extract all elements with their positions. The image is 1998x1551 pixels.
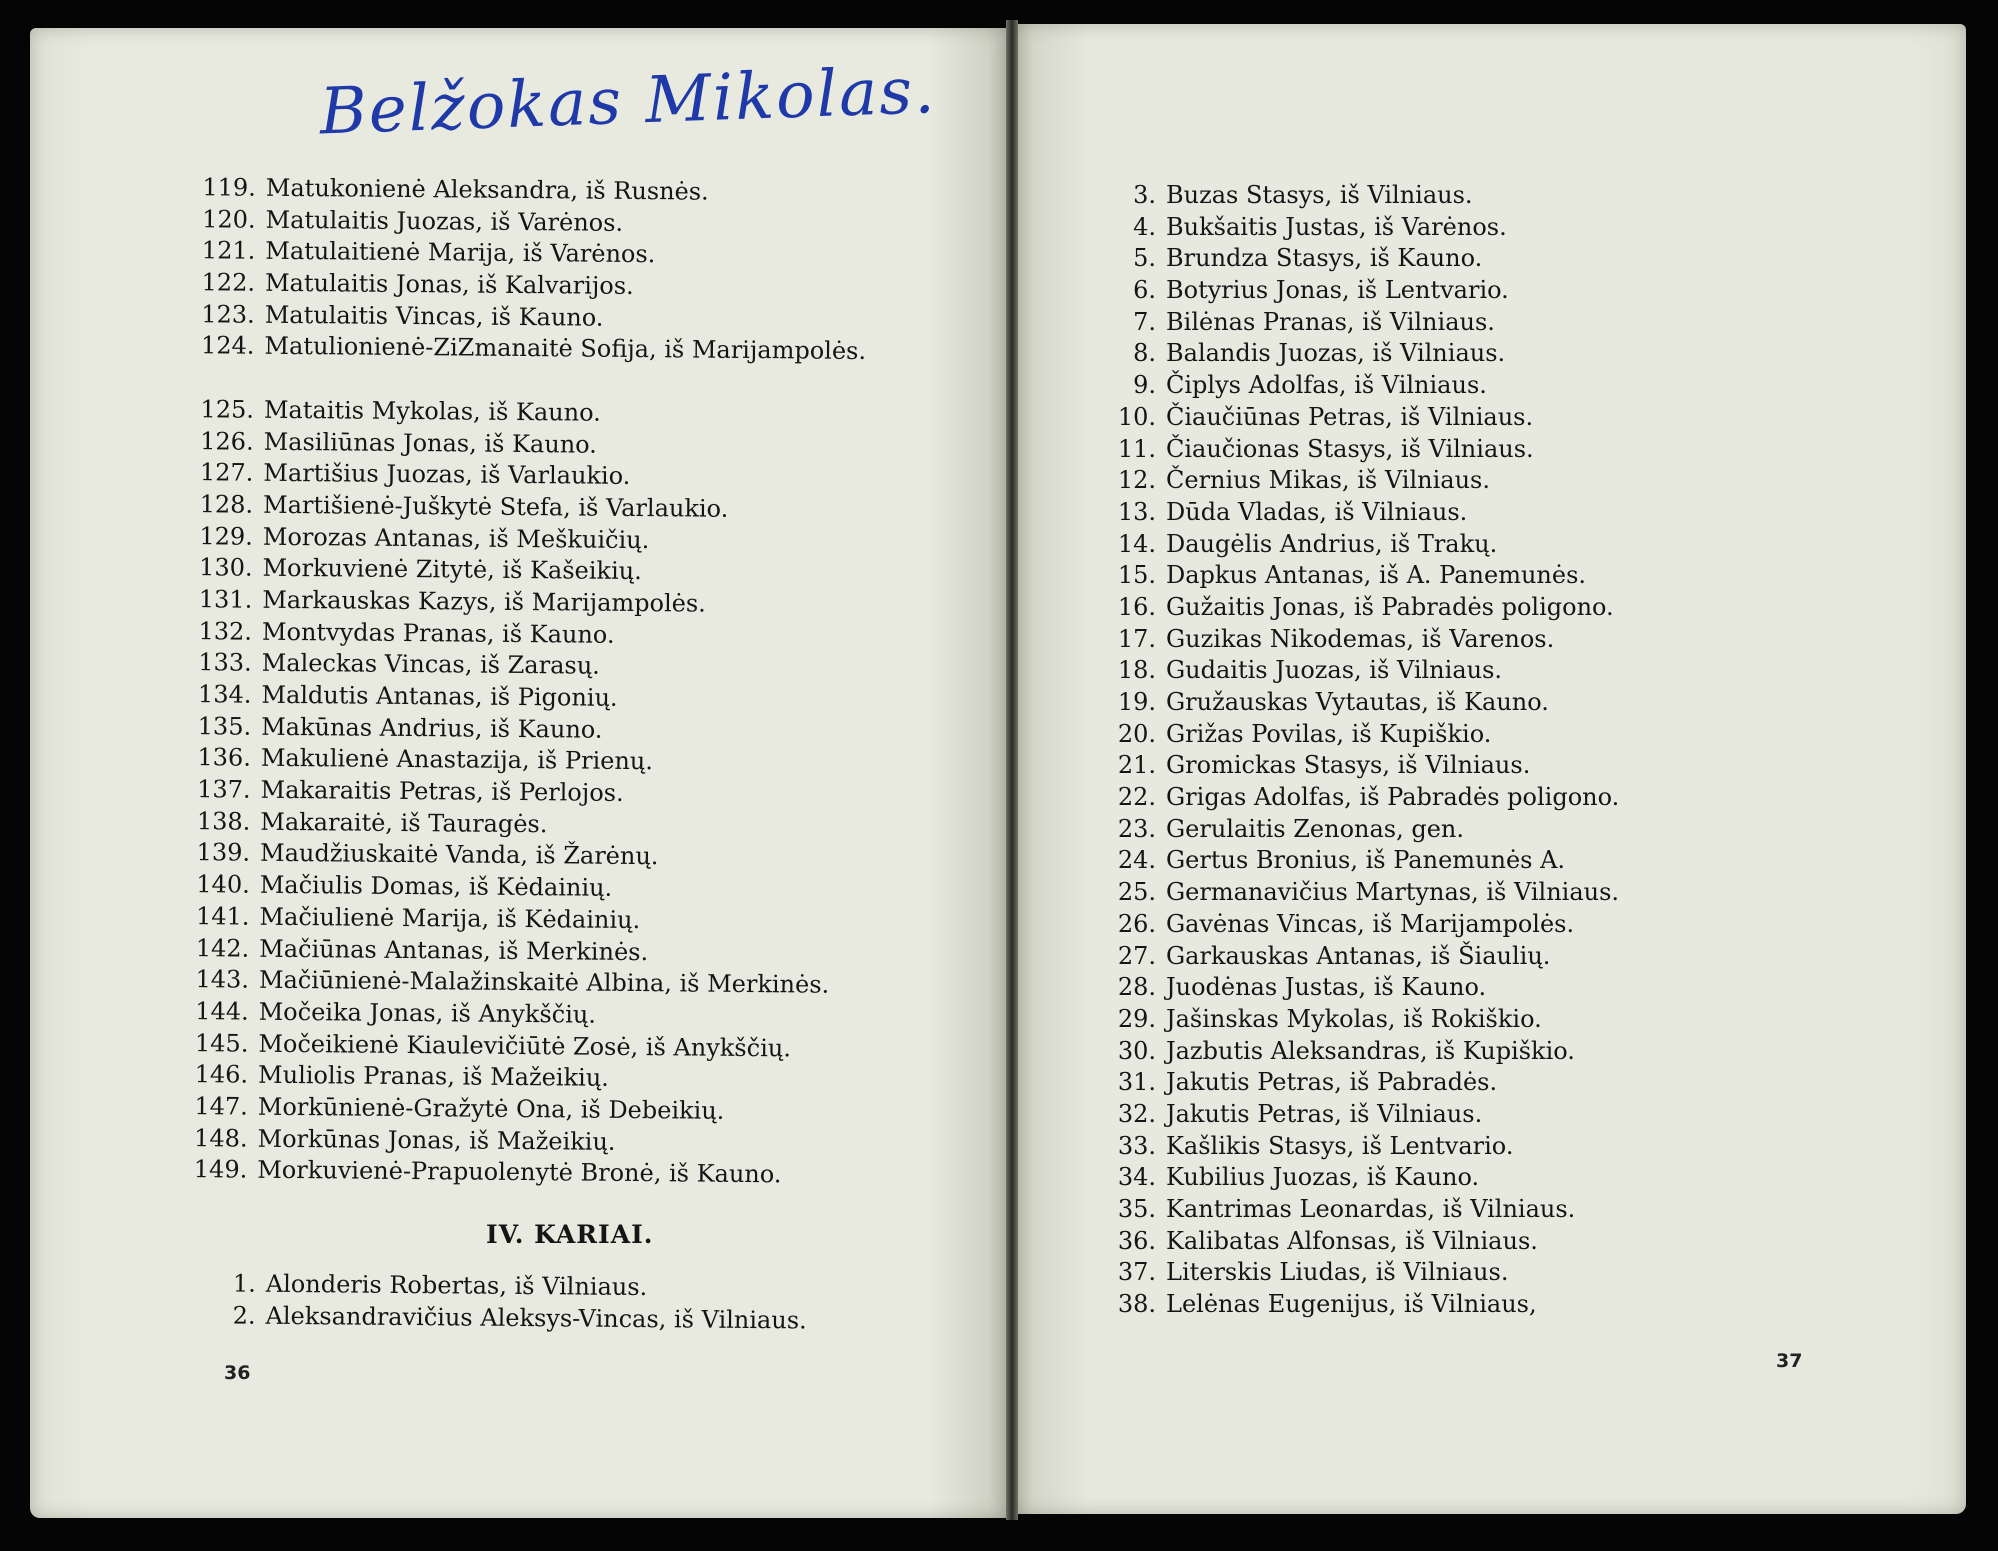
entry-text: Čiplys Adolfas, iš Vilniaus. — [1166, 371, 1487, 400]
entry-text: Gertus Bronius, iš Panemunės A. — [1166, 846, 1566, 875]
list-item — [1092, 719, 1912, 751]
entry-number: 31. — [1117, 1068, 1156, 1097]
entry-number: 148. — [194, 1123, 248, 1153]
list-item — [1092, 814, 1912, 846]
list-item — [1092, 592, 1912, 624]
entry-text: Jakutis Petras, iš Vilniaus. — [1166, 1099, 1483, 1128]
entry-number: 10. — [1117, 402, 1156, 431]
entry-number: 25. — [1117, 878, 1156, 907]
entry-number: 125. — [200, 395, 255, 424]
entry-number: 149. — [193, 1155, 248, 1184]
entry-number: 27. — [1117, 941, 1156, 970]
list-item — [1092, 1289, 1912, 1321]
section-heading: IV. KARIAI. — [486, 1220, 654, 1249]
entry-number: 147. — [194, 1092, 248, 1121]
entry-text: Morkūnienė-Gražytė Ona, iš Debeikių. — [257, 1092, 725, 1125]
entry-number: 38. — [1117, 1290, 1156, 1319]
entry-text: Makaraitė, iš Tauragės. — [260, 807, 548, 838]
entry-text: Gromickas Stasys, iš Vilniaus. — [1166, 751, 1531, 780]
entry-number: 19. — [1117, 688, 1156, 716]
entry-number: 5. — [1133, 244, 1156, 273]
entry-text: Močeika Jonas, iš Anykščių. — [258, 997, 597, 1029]
entry-text: Gudaitis Juozas, iš Vilniaus. — [1166, 656, 1503, 685]
entry-number: 134. — [197, 680, 252, 709]
entry-number: 121. — [201, 236, 256, 266]
list-item — [1092, 782, 1912, 814]
entry-text: Mačiulienė Marija, iš Kėdainių. — [259, 902, 641, 934]
list-item — [1092, 750, 1912, 782]
entry-text: Gerulaitis Zenonas, gen. — [1166, 814, 1465, 843]
entry-number: 16. — [1117, 592, 1156, 621]
entry-number: 33. — [1117, 1131, 1156, 1160]
entry-number: 26. — [1117, 909, 1156, 938]
entry-text: Lelėnas Eugenijus, iš Vilniaus, — [1166, 1290, 1537, 1319]
entry-text: Maudžiuskaitė Vanda, iš Žarėnų. — [259, 839, 659, 871]
list-item — [1092, 877, 1912, 909]
list-item — [1092, 1257, 1912, 1289]
list-item — [1092, 1162, 1912, 1194]
entry-number: 144. — [195, 997, 249, 1026]
entry-text: Čiaučionas Stasys, iš Vilniaus. — [1166, 434, 1534, 463]
entry-text: Matulaitis Jonas, iš Kalvarijos. — [264, 268, 634, 301]
entry-text: Kašlikis Stasys, iš Lentvario. — [1166, 1131, 1514, 1160]
list-item — [1092, 529, 1912, 561]
list-item — [1092, 434, 1912, 466]
entry-number: 124. — [200, 331, 255, 361]
list-item — [1092, 909, 1912, 941]
entry-number: 22. — [1117, 783, 1156, 812]
list-item — [1092, 180, 1912, 212]
list-item — [1092, 560, 1912, 592]
entry-text: Morkūnas Jonas, iš Mažeikių. — [257, 1124, 616, 1156]
entry-number: 1. — [232, 1269, 256, 1298]
list-item — [171, 1154, 941, 1192]
entry-text: Mačiulis Domas, iš Kėdainių. — [259, 870, 613, 902]
entry-number: 119. — [202, 173, 256, 202]
entry-number: 37. — [1117, 1258, 1156, 1287]
list-item — [1092, 655, 1912, 687]
list-item — [1092, 1194, 1912, 1226]
list-item — [1092, 402, 1912, 434]
entry-number: 138. — [196, 806, 251, 836]
entry-text: Martišienė-Juškytė Stefa, iš Varlaukio. — [262, 490, 729, 523]
entry-number: 146. — [194, 1060, 249, 1089]
entry-number: 21. — [1117, 751, 1156, 780]
list-item — [1092, 1067, 1912, 1099]
entry-text: Masiliūnas Jonas, iš Kauno. — [263, 427, 597, 459]
entry-text: Jašinskas Mykolas, iš Rokiškio. — [1166, 1004, 1542, 1033]
entry-number: 130. — [198, 553, 253, 582]
entry-number: 34. — [1117, 1163, 1156, 1192]
entry-text: Germanavičius Martynas, iš Vilniaus. — [1166, 878, 1620, 907]
list-item — [1092, 1226, 1912, 1258]
entry-number: 145. — [194, 1028, 249, 1058]
entry-number: 9. — [1133, 371, 1156, 400]
entry-text: Matulionienė-ZiZmanaitė Sofija, iš Marijampolės. — [264, 332, 867, 366]
entry-text: Jazbutis Aleksandras, iš Kupiškio. — [1166, 1036, 1575, 1065]
entry-number: 18. — [1117, 656, 1156, 685]
entry-text: Matukonienė Aleksandra, iš Rusnės. — [265, 173, 709, 206]
entry-text: Čiaučiūnas Petras, iš Vilniaus. — [1166, 402, 1534, 431]
entry-text: Maldutis Antanas, iš Pigonių. — [261, 680, 618, 712]
book-spine — [1006, 20, 1018, 1520]
entry-number: 4. — [1133, 212, 1156, 241]
entry-number: 3. — [1133, 181, 1156, 209]
entry-text: Močeikienė Kiaulevičiūtė Zosė, iš Anykščių. — [258, 1029, 792, 1062]
entry-number: 14. — [1117, 529, 1156, 558]
entry-text: Jakutis Petras, iš Pabradės. — [1166, 1068, 1498, 1097]
entry-text: Muliolis Pranas, iš Mažeikių. — [258, 1060, 609, 1093]
entry-text: Guzikas Nikodemas, iš Varenos. — [1166, 624, 1555, 653]
entry-number: 126. — [200, 426, 254, 456]
entry-number: 128. — [199, 490, 254, 519]
list-item — [1092, 465, 1912, 497]
entry-text: Morozas Antanas, iš Meškuičių. — [262, 522, 650, 554]
entry-number: 120. — [202, 204, 256, 234]
list-item — [1092, 497, 1912, 529]
entry-number: 36. — [1117, 1226, 1156, 1255]
entry-number: 133. — [198, 648, 252, 677]
entry-number: 136. — [197, 743, 252, 773]
entry-number: 7. — [1133, 307, 1156, 336]
list-item — [1092, 1131, 1912, 1163]
page-number-left: 36 — [224, 1362, 251, 1384]
entry-number: 142. — [195, 933, 250, 963]
entry-number: 143. — [195, 965, 250, 994]
entry-text: Literskis Liudas, iš Vilniaus. — [1166, 1258, 1509, 1287]
list-item — [1092, 1004, 1912, 1036]
entry-text: Kalibatas Alfonsas, iš Vilniaus. — [1166, 1226, 1538, 1255]
entry-number: 15. — [1117, 561, 1156, 590]
entry-number: 28. — [1117, 973, 1156, 1002]
entry-number: 12. — [1117, 466, 1156, 495]
list-item — [1092, 1099, 1912, 1131]
entry-text: Botyrius Jonas, iš Lentvario. — [1166, 276, 1509, 305]
entry-number: 17. — [1117, 624, 1156, 653]
entry-number: 131. — [198, 585, 253, 614]
entry-text: Bukšaitis Justas, iš Varėnos. — [1166, 212, 1507, 241]
entry-text: Grižas Povilas, iš Kupiškio. — [1166, 719, 1492, 748]
right-entry-list — [1092, 180, 1912, 1321]
entry-text: Makulienė Anastazija, iš Prienų. — [260, 744, 654, 776]
list-item — [179, 1300, 949, 1338]
entry-number: 8. — [1133, 339, 1156, 368]
entry-text: Gavėnas Vincas, iš Marijampolės. — [1166, 909, 1575, 938]
entry-text: Mačiūnas Antanas, iš Merkinės. — [259, 934, 649, 966]
entry-number: 132. — [198, 616, 253, 646]
entry-number: 24. — [1117, 846, 1156, 875]
entry-text: Makaraitis Petras, iš Perlojos. — [260, 775, 624, 807]
entry-number: 122. — [201, 268, 256, 297]
entry-number: 129. — [199, 521, 253, 551]
entry-text: Mačiūnienė-Malažinskaitė Albina, iš Merkinės. — [258, 965, 830, 999]
entry-text: Markauskas Kazys, iš Marijampolės. — [262, 585, 706, 618]
entry-number: 135. — [197, 711, 252, 741]
entry-text: Matulaitienė Marija, iš Varėnos. — [265, 237, 656, 269]
list-item — [1092, 275, 1912, 307]
entry-text: Matulaitis Juozas, iš Varėnos. — [265, 205, 624, 237]
entry-number: 127. — [199, 458, 254, 487]
entry-text: Maleckas Vincas, iš Zarasų. — [261, 649, 600, 681]
entry-text: Matulaitis Vincas, iš Kauno. — [264, 300, 604, 332]
entry-text: Gružauskas Vytautas, iš Kauno. — [1166, 688, 1549, 716]
entry-number: 2. — [232, 1301, 256, 1330]
entry-number: 139. — [196, 838, 251, 868]
list-item — [1092, 1036, 1912, 1068]
handwritten-signature: Belžokas Mikolas. — [318, 54, 938, 150]
entry-number: 32. — [1117, 1099, 1156, 1128]
list-item — [1092, 307, 1912, 339]
entry-text: Brundza Stasys, iš Kauno. — [1166, 244, 1483, 273]
entry-text: Bilėnas Pranas, iš Vilniaus. — [1166, 307, 1495, 336]
entry-number: 35. — [1117, 1195, 1156, 1223]
entry-text: Dūda Vladas, iš Vilniaus. — [1166, 497, 1468, 526]
entry-text: Balandis Juozas, iš Vilniaus. — [1166, 339, 1506, 368]
page-number-right: 37 — [1776, 1350, 1803, 1372]
list-item — [178, 330, 949, 400]
list-item — [1092, 687, 1912, 719]
entry-number: 11. — [1117, 434, 1156, 463]
entry-text: Makūnas Andrius, iš Kauno. — [261, 712, 603, 744]
entry-text: Mataitis Mykolas, iš Kauno. — [263, 395, 601, 427]
entry-number: 6. — [1133, 276, 1156, 305]
list-item — [1092, 370, 1912, 402]
entry-text: Kubilius Juozas, iš Kauno. — [1166, 1163, 1480, 1192]
list-item — [1092, 212, 1912, 244]
entry-text: Grigas Adolfas, iš Pabradės poligono. — [1166, 783, 1620, 812]
entry-text: Kantrimas Leonardas, iš Vilniaus. — [1166, 1195, 1576, 1223]
entry-text: Gužaitis Jonas, iš Pabradės poligono. — [1166, 592, 1614, 621]
left-entry-list — [171, 172, 950, 1193]
list-item — [1092, 624, 1912, 656]
entry-number: 29. — [1117, 1004, 1156, 1033]
entry-text: Morkuvienė-Prapuolenytė Bronė, iš Kauno. — [257, 1156, 782, 1189]
entry-text: Alonderis Robertas, iš Vilniaus. — [265, 1269, 648, 1302]
entry-number: 30. — [1117, 1036, 1156, 1065]
entry-number: 123. — [201, 299, 255, 329]
entry-number: 23. — [1117, 814, 1156, 843]
entry-number: 137. — [197, 775, 251, 804]
entry-text: Dapkus Antanas, iš A. Panemunės. — [1166, 561, 1587, 590]
entry-text: Aleksandravičius Aleksys-Vincas, iš Vilniaus. — [265, 1301, 807, 1335]
entry-text: Montvydas Pranas, iš Kauno. — [261, 617, 615, 649]
entry-text: Morkuvienė Zitytė, iš Kašeikių. — [262, 554, 642, 586]
entry-number: 20. — [1117, 719, 1156, 748]
entry-text: Garkauskas Antanas, iš Šiaulių. — [1166, 941, 1551, 970]
entry-text: Daugėlis Andrius, iš Trakų. — [1166, 529, 1498, 558]
list-item — [1092, 338, 1912, 370]
entry-number: 140. — [196, 870, 250, 899]
entry-text: Juodėnas Justas, iš Kauno. — [1166, 973, 1487, 1002]
entry-number: 141. — [195, 901, 250, 931]
kariai-entry-list — [179, 1268, 950, 1338]
entry-text: Buzas Stasys, iš Vilniaus. — [1166, 181, 1473, 209]
list-item — [1092, 845, 1912, 877]
entry-text: Černius Mikas, iš Vilniaus. — [1166, 466, 1490, 495]
entry-text: Martišius Juozas, iš Varlaukio. — [263, 458, 631, 491]
list-item — [1092, 972, 1912, 1004]
list-item — [1092, 941, 1912, 973]
entry-number: 13. — [1117, 497, 1156, 526]
list-item — [1092, 243, 1912, 275]
